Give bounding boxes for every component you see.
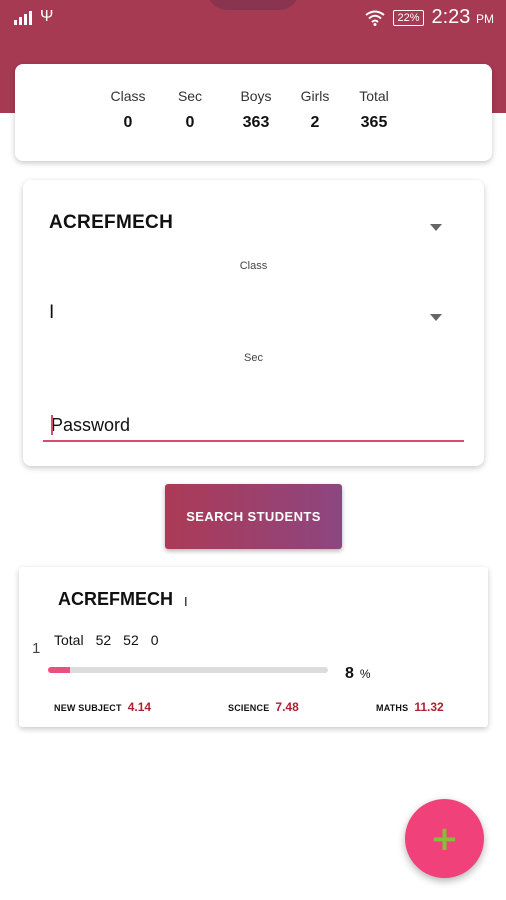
plus-icon: + [430,818,459,859]
subject-value: 7.48 [275,700,299,714]
total-label: Total [54,632,84,648]
stat-value: 363 [242,114,270,131]
usb-icon: Ψ [40,8,54,25]
stat-value: 2 [310,114,320,131]
status-time: 2:23 PM [431,6,494,28]
subject-score [376,700,444,714]
stat-label: Sec [177,88,203,104]
sec-field-label: Sec [244,352,263,364]
stat-sec [160,88,220,132]
result-title: ACREFMECH [58,589,173,609]
progress-fill [48,667,70,673]
stat-value: 0 [123,114,133,131]
chevron-down-icon [430,224,442,231]
result-index: 1 [32,640,41,657]
progress-bar [48,667,328,673]
total-value: 52 [123,632,139,648]
stats-summary-card [15,64,492,161]
subject-value: 4.14 [127,700,152,714]
stat-value: 365 [360,114,388,131]
signal-icon [14,9,32,25]
battery-icon: 22% [393,10,423,26]
stat-boys [226,88,286,132]
status-bar [0,0,506,36]
stat-label: Girls [300,88,330,104]
text-cursor [51,415,53,435]
school-dropdown[interactable] [23,200,484,244]
stat-class [98,88,158,132]
wifi-icon [365,10,385,26]
search-filter-card [23,180,484,466]
subject-score [228,700,299,714]
add-fab-button[interactable] [405,799,484,878]
password-field [43,410,464,442]
result-sec: I [184,594,188,609]
chevron-down-icon [430,314,442,321]
stat-girls [285,88,345,132]
password-input[interactable] [43,410,464,440]
subject-name: NEW SUBJECT [54,703,122,713]
subject-score [54,700,151,714]
percent-label: 8 % [345,665,371,682]
total-value: 52 [95,632,112,648]
class-field-label: Class [239,260,268,272]
stat-label: Class [110,88,146,104]
class-dropdown-value: I [49,302,55,323]
subject-value: 11.32 [414,700,444,714]
stat-total [344,88,404,132]
total-row [54,632,159,648]
class-dropdown[interactable] [23,292,484,336]
result-card[interactable] [19,567,488,727]
search-students-button[interactable]: SEARCH STUDENTS [165,484,342,549]
subject-name: MATHS [376,703,409,713]
school-dropdown-value: ACREFMECH [49,212,174,233]
stat-label: Boys [240,88,272,104]
total-value: 0 [150,632,159,648]
stat-value: 0 [185,114,195,131]
subject-name: SCIENCE [228,703,270,713]
stat-label: Total [359,88,389,104]
